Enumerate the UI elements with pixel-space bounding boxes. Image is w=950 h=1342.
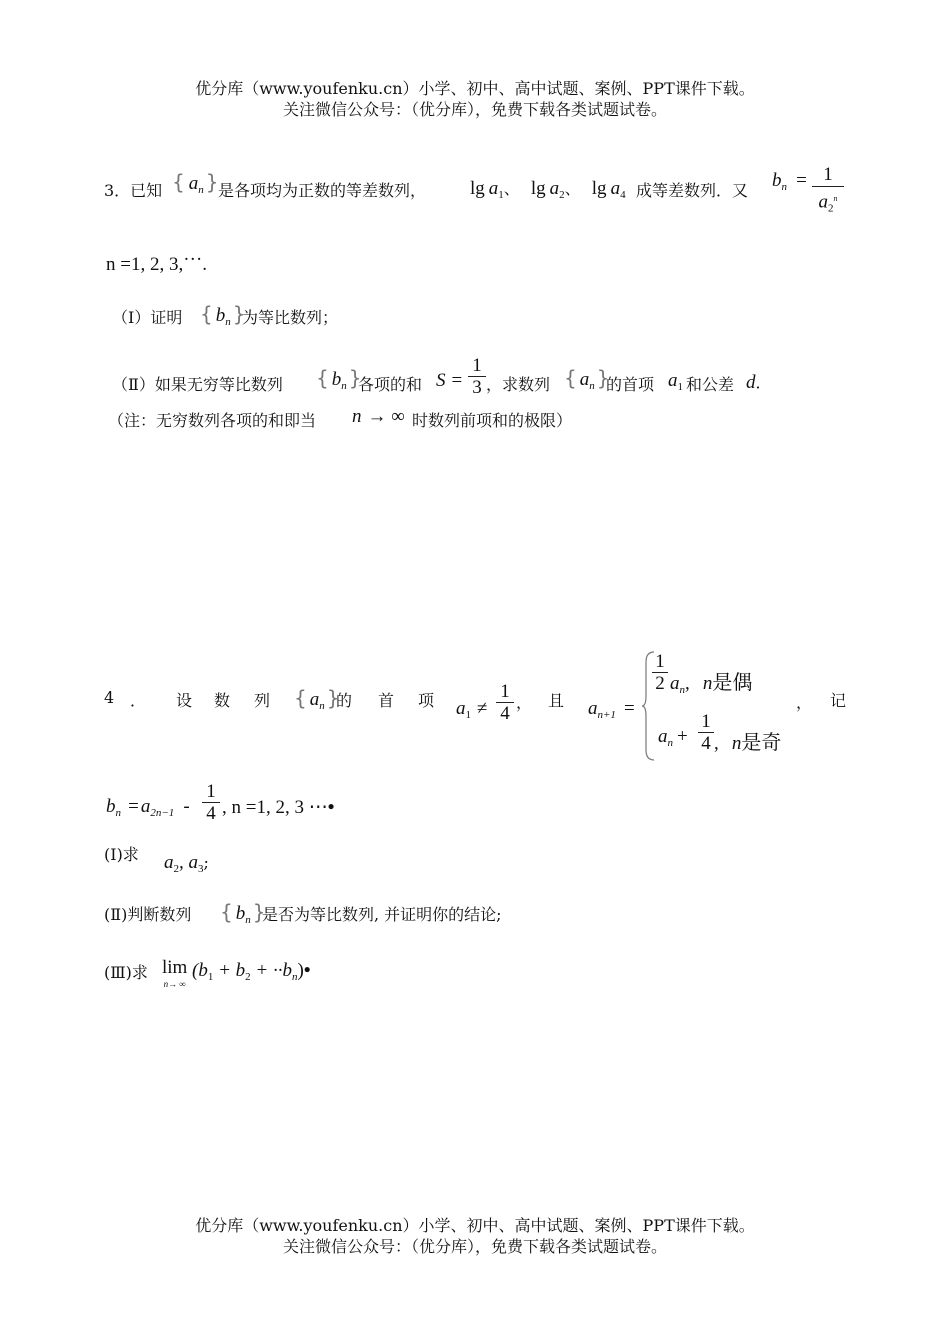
brace-left-icon: { xyxy=(316,366,329,390)
q3-part2-d: d． xyxy=(746,372,772,393)
brace-right-icon: } xyxy=(232,302,246,326)
q4-part2-text: 是否为等比数列, 并证明你的结论; xyxy=(262,905,502,924)
q4-number: 4 xyxy=(104,688,115,707)
header-line-1: 优分库（www.youfenku.cn）小学、初中、高中试题、案例、PPT课件下载。 xyxy=(195,79,755,98)
q4-case1-fraction: 1 2 xyxy=(652,652,668,695)
q3-note-pre: （注：无穷数列各项的和即当 xyxy=(108,411,317,430)
q4-case2-fraction: 1 4 xyxy=(698,712,714,755)
q3-seq-a: { $a_n$ } xyxy=(172,170,219,197)
q3-part2-text-1: 各项的和 xyxy=(358,375,423,394)
q3-note-post: 时数列前项和的极限） xyxy=(412,411,573,430)
q4-a1-neq: $a_1$ ≠ xyxy=(456,698,488,722)
q4-case1: $a_n$, n是偶 xyxy=(670,670,753,697)
q4-bn-def: $b_n = a_{2n-1}$ - xyxy=(106,796,190,820)
q4-case2-a: $a_n$ + xyxy=(658,726,688,750)
q3-bn-fraction: 1 $a_2^n$ xyxy=(812,164,844,221)
footer-line-1: 优分库（www.youfenku.cn）小学、初中、高中试题、案例、PPT课件下载。 xyxy=(195,1216,755,1235)
brace-left-icon: { xyxy=(294,686,307,710)
q4-word-4: 的 xyxy=(336,691,353,710)
q4-an1: $a_{n+1}$ = xyxy=(588,698,635,722)
q3-part1-bn: { $b_n$ } xyxy=(200,302,246,329)
q4-part1-math: $a_2$, $a_3$; xyxy=(164,852,209,876)
brace-right-icon: } xyxy=(348,366,362,390)
q4-part3-label: (Ⅲ)求 xyxy=(104,963,148,982)
q4-comma-1: ， xyxy=(516,693,533,712)
q3-lg-terms: $\lg a_1$、 $\lg a_2$、 $\lg a_4$ xyxy=(470,178,626,202)
q4-word-2: 数 xyxy=(214,691,231,710)
q4-part3-expr: ($b_1 + b_2$ + $\cdot\cdot b_n)•$ xyxy=(192,960,311,984)
q3-bn-formula: $b_n$ = xyxy=(772,170,807,194)
q3-part2-text-3: 的首项 xyxy=(606,375,655,394)
brace-right-icon: } xyxy=(252,900,266,924)
q4-case2-tail: , n是奇 xyxy=(714,730,782,754)
q4-comma-2: ， xyxy=(796,693,813,712)
q4-part2-bn: { $b_n$ } xyxy=(220,900,266,927)
q3-part2-label: （Ⅱ）如果无穷等比数列 xyxy=(112,375,283,394)
q4-word-1: 设 xyxy=(176,691,193,710)
q3-part2-S: S = xyxy=(436,370,463,391)
q4-part3-lim: lim n→ ∞ xyxy=(162,957,188,989)
q3-number: 3．已知 xyxy=(104,181,163,200)
q3-part2-an: { $a_n$ } xyxy=(564,366,610,393)
q3-part2-bn: { $b_n$ } xyxy=(316,366,362,393)
q4-part1-label: (Ⅰ)求 xyxy=(104,845,139,864)
q3-text-1: 是各项均为正数的等差数列， xyxy=(218,181,427,200)
q3-part1-label: （Ⅰ）证明 xyxy=(112,308,183,327)
brace-left-icon: { xyxy=(200,302,213,326)
q4-word-3: 列 xyxy=(254,691,271,710)
footer-line-2: 关注微信公众号：（优分库），免费下载各类试题试卷。 xyxy=(282,1237,667,1256)
q3-part2-fraction: 1 3 xyxy=(468,356,486,399)
brace-right-icon: } xyxy=(596,366,610,390)
q4-word-7: 且 xyxy=(548,691,565,710)
q3-note-math: n → ∞ xyxy=(352,406,405,427)
brace-left-icon: { xyxy=(220,900,233,924)
q4-word-6: 项 xyxy=(418,691,435,710)
q4-part2-label: (Ⅱ)判断数列 xyxy=(104,905,192,924)
q3-part2-text-4: 和公差 xyxy=(686,375,735,394)
q4-quarter-fraction: 1 4 xyxy=(496,682,514,725)
q4-word-8: 记 xyxy=(830,691,847,710)
brace-right-icon: } xyxy=(326,686,340,710)
q4-bn-fraction: 1 4 xyxy=(202,782,220,825)
q4-word-5: 首 xyxy=(378,691,395,710)
q3-text-2: 成等差数列．又 xyxy=(636,181,749,200)
q4-seq-a: { $a_n$ } xyxy=(294,686,340,713)
q4-dot: ． xyxy=(130,691,147,710)
brace-right-icon: } xyxy=(205,170,219,194)
brace-left-icon: { xyxy=(564,366,577,390)
q4-bn-tail: , n =1, 2, 3 ⋯• xyxy=(222,797,335,818)
q3-part1-text: 为等比数列； xyxy=(242,308,339,327)
q3-n-line: n =1, 2, 3,…. xyxy=(106,244,207,275)
q3-part2-a1: $a_1$ xyxy=(668,370,683,394)
q3-part2-text-2: ，求数列 xyxy=(486,375,551,394)
header-line-2: 关注微信公众号：（优分库），免费下载各类试题试卷。 xyxy=(282,100,667,119)
brace-left-icon: { xyxy=(172,170,185,194)
